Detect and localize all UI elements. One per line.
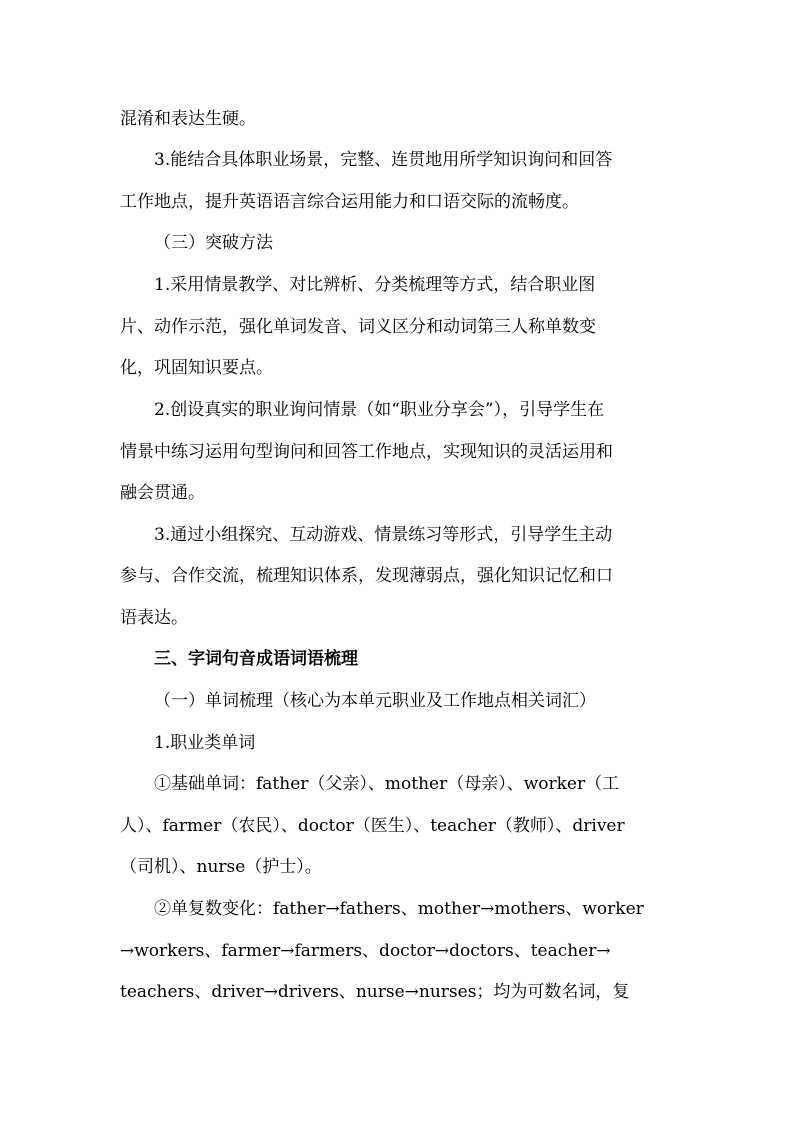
list-heading: 1.职业类单词	[154, 733, 256, 753]
paragraph-line: 混淆和表达生硬。	[120, 109, 256, 129]
paragraph-line: （司机）、nurse（护士）。	[120, 857, 322, 877]
paragraph-line: 2.创设真实的职业询问情景（如“职业分享会”），引导学生在	[154, 400, 605, 420]
paragraph-line: ②单复数变化：father→fathers、mother→mothers、worker	[154, 899, 644, 919]
section-subheading: （三）突破方法	[154, 233, 273, 253]
paragraph-line: →workers、farmer→farmers、doctor→doctors、teacher→	[120, 941, 611, 961]
paragraph-line: teachers、driver→drivers、nurse→nurses；均为可数名词，复	[120, 982, 630, 1002]
paragraph-line: 语表达。	[120, 608, 188, 628]
paragraph-line: 情景中练习运用句型询问和回答工作地点，实现知识的灵活运用和	[120, 442, 613, 462]
paragraph-line: 3.能结合具体职业场景，完整、连贯地用所学知识询问和回答	[154, 150, 613, 170]
paragraph-line: 参与、合作交流，梳理知识体系，发现薄弱点，强化知识记忆和口	[120, 566, 613, 586]
paragraph-line: ①基础单词：father（父亲）、mother（母亲）、worker（工	[154, 774, 620, 794]
paragraph-line: 化，巩固知识要点。	[120, 358, 273, 378]
section-heading: 三、字词句音成语词语梳理	[154, 649, 358, 669]
section-subheading: （一）单词梳理（核心为本单元职业及工作地点相关词汇）	[154, 691, 596, 711]
paragraph-line: 人）、farmer（农民）、doctor（医生）、teacher（教师）、driver	[120, 816, 625, 836]
paragraph-line: 片、动作示范，强化单词发音、词义区分和动词第三人称单数变	[120, 317, 596, 337]
paragraph-line: 工作地点，提升英语语言综合运用能力和口语交际的流畅度。	[120, 192, 579, 212]
paragraph-line: 融会贯通。	[120, 483, 205, 503]
paragraph-line: 1.采用情景教学、对比辨析、分类梳理等方式，结合职业图	[154, 275, 596, 295]
paragraph-line: 3.通过小组探究、互动游戏、情景练习等形式，引导学生主动	[154, 525, 613, 545]
